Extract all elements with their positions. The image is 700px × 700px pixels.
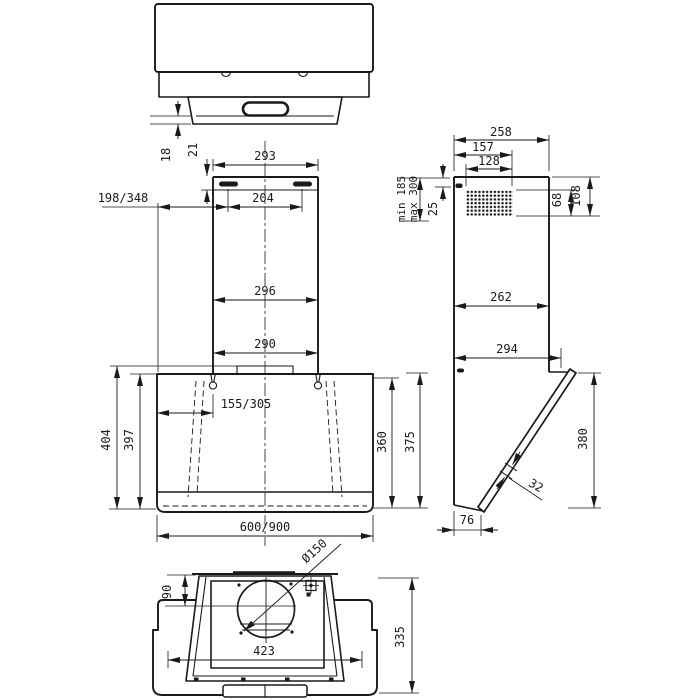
dim-label-25: 25: [426, 201, 440, 217]
dim-label-262: 262: [490, 290, 512, 304]
dim-label-diameter-150: Ø150: [298, 536, 330, 566]
keyhole-hanger-left: [209, 375, 216, 390]
dim-duct-back-offset-90: [160, 575, 196, 606]
dim-label-404: 404: [99, 429, 113, 451]
dim-label-204: 204: [252, 191, 274, 205]
dim-wall-offset-198-348: [98, 191, 228, 372]
dim-label-90: 90: [160, 584, 174, 600]
dim-hanger-offset-155-305: [157, 394, 271, 418]
dim-label-294: 294: [496, 342, 518, 356]
dim-flue-width-293: [213, 149, 318, 171]
dim-label-min-185: min 185: [395, 175, 408, 223]
dim-height-397: [122, 374, 156, 509]
dim-slot-offset-25: [426, 164, 451, 216]
dim-label-21: 21: [186, 142, 200, 158]
dim-label-198-348: 198/348: [97, 191, 149, 205]
dim-label-375: 375: [403, 431, 417, 453]
dim-depth-258: [454, 125, 549, 171]
dim-flue-width-290: [213, 337, 318, 353]
dim-label-258: 258: [490, 125, 512, 139]
dim-lip-height-18: [150, 101, 191, 162]
dim-label-max-300: max 300: [407, 175, 420, 223]
dim-label-76: 76: [459, 513, 475, 527]
dim-vent-width-128: [466, 154, 512, 186]
dim-label-293: 293: [254, 149, 276, 163]
dim-height-375: [403, 373, 428, 508]
bottom-view-outline: [153, 573, 377, 698]
dim-label-380: 380: [576, 428, 590, 450]
dim-label-108: 108: [569, 185, 583, 207]
keyhole-hanger-right: [314, 375, 321, 390]
dim-mount-height-min-max: [395, 176, 450, 222]
dim-label-360: 360: [375, 431, 389, 453]
dim-label-157: 157: [472, 140, 494, 154]
dim-depth-262: [454, 290, 549, 306]
vent-grille: [466, 190, 513, 216]
dim-label-155-305: 155/305: [220, 397, 272, 411]
dim-flue-width-296: [213, 284, 318, 300]
dim-label-18: 18: [159, 147, 173, 163]
dim-label-128: 128: [478, 154, 500, 168]
dim-label-397: 397: [122, 429, 136, 451]
dim-label-32: 32: [526, 475, 546, 496]
dim-label-68: 68: [550, 192, 564, 208]
dim-label-423: 423: [253, 644, 275, 658]
dim-label-335: 335: [393, 626, 407, 648]
top-view-chimney-cover: [155, 4, 373, 124]
dim-body-depth-335: [378, 578, 419, 693]
dim-depth-294: [454, 342, 561, 368]
dim-base-depth-76: [437, 511, 498, 536]
dim-glass-length-380: [568, 373, 601, 508]
dim-label-290: 290: [254, 337, 276, 351]
dim-label-296: 296: [254, 284, 276, 298]
dim-vent-height-68: [516, 190, 600, 216]
dim-slot-offset-21: [186, 143, 213, 204]
dim-label-600-900: 600/900: [239, 520, 291, 534]
